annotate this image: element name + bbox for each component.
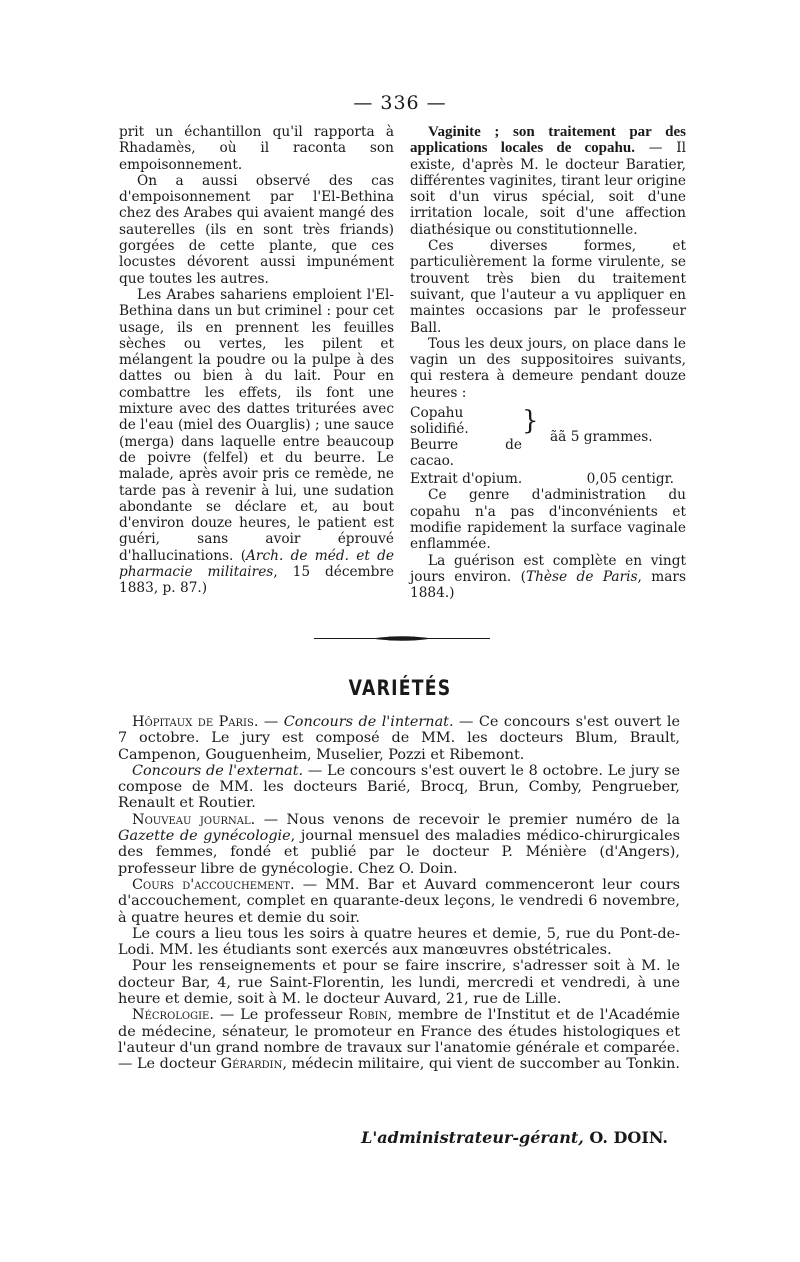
right-paragraph-5-end: , mars 1884.) (410, 568, 686, 602)
journal-text-1: — Nous venons de recevoir le premier numéro de la (255, 811, 680, 828)
rx-amount-value: 5 grammes. (570, 429, 653, 446)
necrologie-text-1: — Le professeur (213, 1007, 349, 1024)
rx-ingredient-3: Extrait d'opium. (410, 471, 523, 488)
signature (0, 1128, 668, 1147)
externat-text: — Le concours s'est ouvert le 8 octobre. Le jury se compose de MM. les docteurs Barié, Brocq, Brun, Comby, Pengrueber, Renault et Routier. (118, 762, 680, 812)
left-paragraph-2: On a aussi observé des cas d'empoisonnement par l'El-Bethina chez des Arabes qui avaient mangé des sauterelles (ils en sont très friands) gorgées de cette plante, que ces locustes dévorent aussi impunément que toutes les autres. (119, 172, 394, 287)
journal-text-2: , journal mensuel des maladies médico-chirurgicales des femmes, fondé et publié par le docteur P. Ménière (d'Angers), professeur libre de gynécologie. Chez O. Doin. (118, 828, 680, 877)
necrologie-paragraph (118, 1007, 680, 1072)
rx-ingredient-2: Beurre de cacao. (410, 437, 522, 470)
cours-text: — MM. Bar et Auvard commenceront leur cours d'accouchement, complet en quarante-deux leçons, le vendredi 6 novembre, à quatre heures et demie du soir. (118, 876, 680, 926)
page-number: — 336 — (353, 92, 447, 114)
brace-symbol: } (522, 406, 539, 437)
externat-paragraph (118, 763, 680, 812)
hopitaux-separator: — (258, 714, 284, 730)
prescription-block (410, 405, 686, 469)
rx-dose-mark: ãã (550, 429, 567, 446)
right-column (410, 124, 686, 601)
prescription-ingredients (410, 405, 522, 469)
left-paragraph-3-text: Les Arabes sahariens emploient l'El-Bethina dans un but criminel : pour cet usage, ils en prennent les feuilles sèches ou vertes, les pilent et mélangent la poudre ou la pulpe à des dattes ou bien à du lait. Pour en combattre les effets, ils font une mixture avec des dattes triturées avec de l'eau (miel des Ouarglis) ; une sauce (merga) dans laquelle entre beaucoup de poivre (felfel) et du beurre. Le malade, après avoir pris ce remède, ne tarde pas à revenir à lui, une sudation abondante se déclare et, au bout d'environ douze heures, le patient est guéri, sans avoir éprouvé d'hallucinations. ( (119, 286, 394, 564)
left-paragraph-3 (119, 287, 394, 597)
right-paragraph-3: Tous les deux jours, on place dans le vagin un des suppositoires suivants, qui restera à demeure pendant douze heures : (410, 335, 686, 401)
necrologie-text-2: , membre de l'Institut et de l'Académie de médecine, sénateur, le promoteur en France des études histologiques et l'auteur d'un grand nombre de travaux sur l'anatomie générale et comparée. — Le docteur (118, 1007, 680, 1073)
ornamental-divider (314, 634, 490, 643)
varietes-section (118, 714, 680, 1073)
signature-name: O. DOIN. (583, 1128, 668, 1147)
cours-paragraph-3: Pour les renseignements et pour se faire inscrire, s'adresser soit à M. le docteur Bar, 4, rue Saint-Florentin, les lundi, mercredi et vendredi, à une heure et demie, soit à M. le docteur Auvard, 21, rue de Lille. (118, 958, 680, 1008)
necrologie-text-3: , médecin militaire, qui vient de succomber au Tonkin. (282, 1056, 680, 1073)
necrologie-name-gerardin: Gérardin (220, 1056, 283, 1073)
right-paragraph-1 (410, 124, 686, 238)
right-paragraph-2: Ces diverses formes, et particulièrement la forme virulente, se trouvent très bien du traitement suivant, que l'auteur a vu appliquer en maintes occasions par le professeur Ball. (410, 238, 686, 336)
internat-text: — Ce concours s'est ouvert le 7 octobre. Le jury est composé de MM. les docteurs Blum, Brault, Campenon, Gouguenheim, Muselier, Pozzi et Ribemont. (118, 714, 680, 763)
journal-reference: Gazette de gynécologie (118, 828, 291, 845)
left-paragraph-3-reference: Arch. de méd. et de pharmacie militaires (119, 547, 395, 581)
internat-label: Concours de l'internat. (283, 714, 454, 730)
journal-label: Nouveau journal. (132, 811, 256, 828)
right-paragraph-5-reference: Thèse de Paris (525, 568, 638, 585)
left-paragraph-3-end: , 15 décembre 1883, p. 87.) (119, 564, 394, 597)
rx-amount (550, 429, 686, 445)
rx-amount-3: 0,05 centigr. (586, 471, 674, 488)
externat-label: Concours de l'externat. (132, 762, 304, 779)
cours-label: Cours d'accouchement. (132, 876, 295, 893)
rx-ingredient-1: Copahu solidifié. (410, 405, 469, 438)
article-heading: Vaginite ; son traitement par des applications locales de copahu. (410, 124, 686, 157)
necrologie-label: Nécrologie. (132, 1007, 214, 1024)
section-title: VARIÉTÉS (348, 676, 452, 700)
left-column (119, 124, 394, 597)
right-paragraph-5-text: La guérison est complète en vingt jours environ. ( (410, 552, 686, 585)
right-paragraph-4: Ce genre d'administration du copahu n'a pas d'inconvénients et modifie rapidement la surface vaginale enflammée. (410, 487, 686, 553)
left-paragraph-1: prit un échantillon qu'il rapporta à Rhadamès, où il raconta son empoisonnement. (119, 124, 394, 173)
hopitaux-paragraph (118, 714, 680, 763)
right-paragraph-5 (410, 553, 686, 602)
cours-paragraph (118, 877, 680, 926)
right-paragraph-1-text: — Il existe, d'après M. le docteur Baratier, différentes vaginites, tirant leur origine soit d'un virus spécial, soit d'une irritation locale, soit d'une affection diathésique ou constitutionnelle. (410, 140, 686, 238)
journal-paragraph (118, 812, 680, 877)
prescription-line-3 (410, 471, 686, 487)
cours-paragraph-2: Le cours a lieu tous les soirs à quatre heures et demie, 5, rue du Pont-de-Lodi. MM. les étudiants sont exercés aux manœuvres obstétricales. (118, 925, 680, 959)
necrologie-name-robin: Robin (348, 1007, 388, 1024)
signature-role: L'administrateur-gérant, (361, 1128, 584, 1147)
hopitaux-label: Hôpitaux de Paris. (132, 714, 259, 730)
